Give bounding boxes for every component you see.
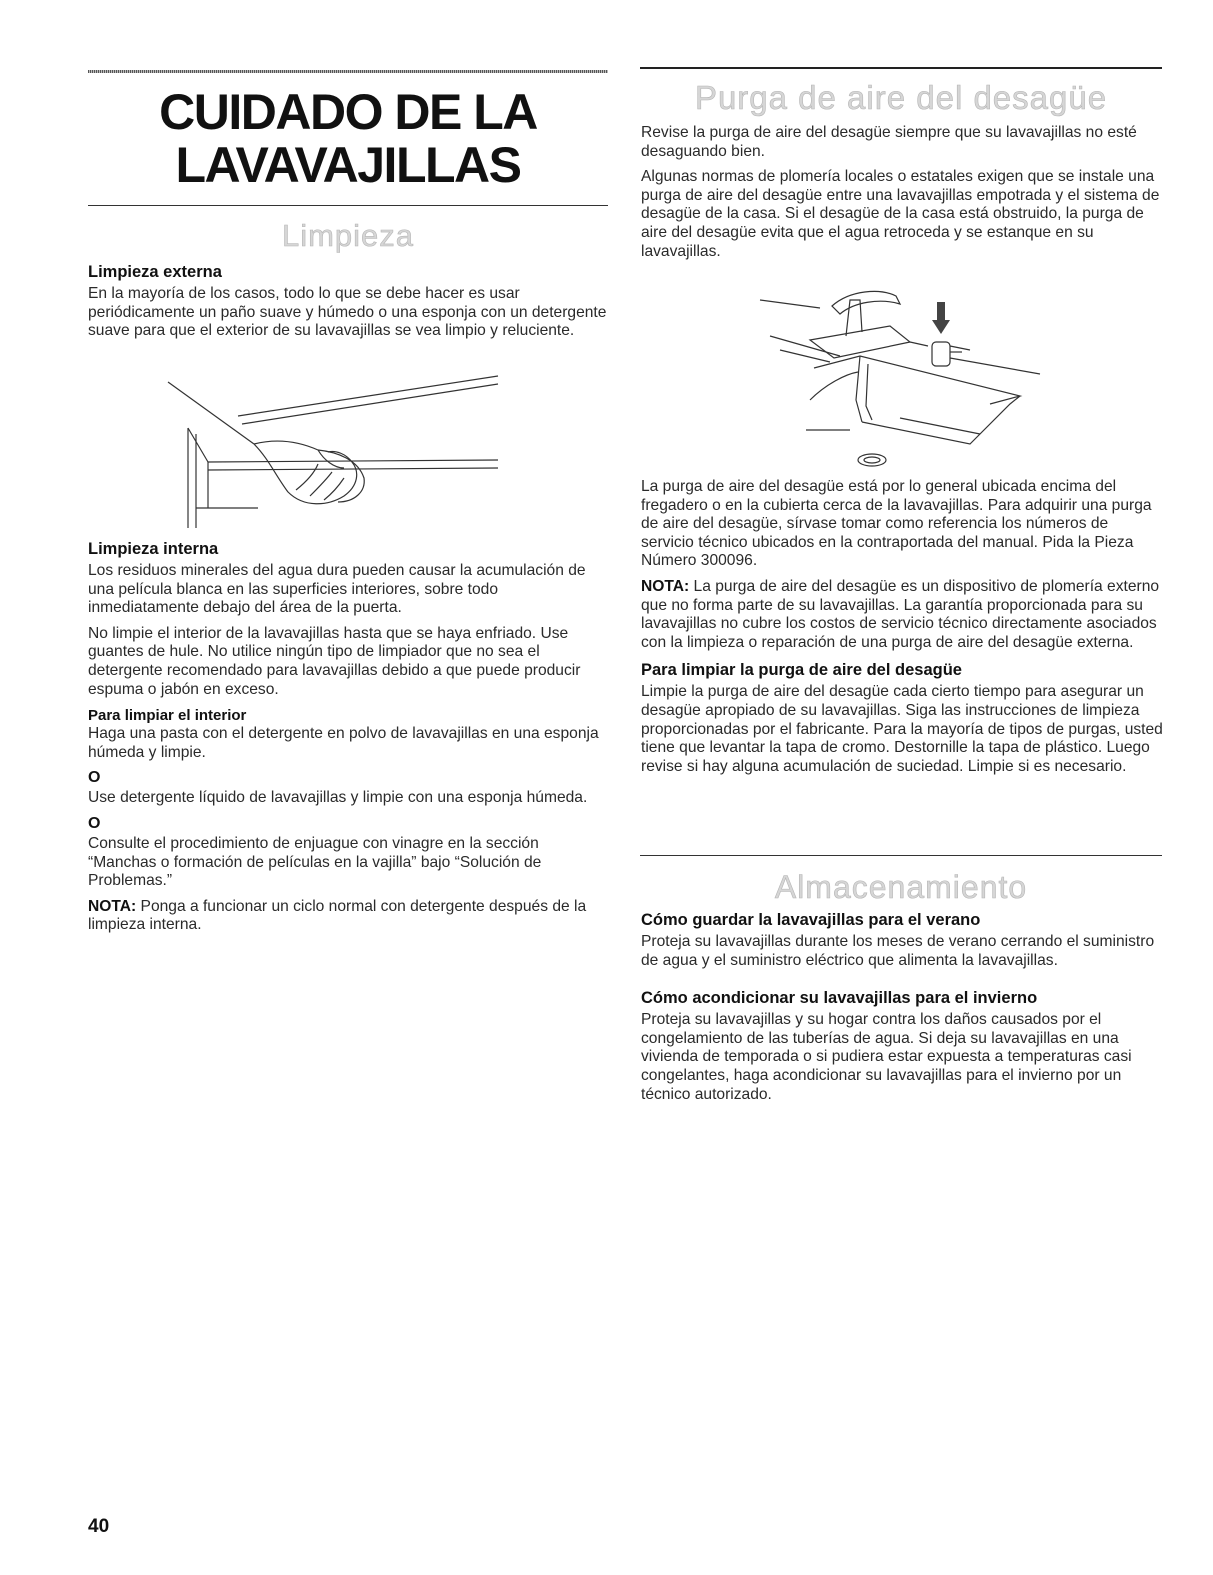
invierno-text: Proteja su lavavajillas y su hogar contra los daños causados por el congelamiento de las tuberías de agua. Si deja su lavavajillas en una vivienda de temporada o si pudiera estar expuesta a temperaturas casi congelantes, haga acondicionar su lavavajillas para el invierno por un técnico autorizado. xyxy=(641,1011,1132,1103)
top-dotted-rule xyxy=(88,70,608,73)
purga-intro-block xyxy=(641,124,1163,268)
para-limpiar-interior-text: Haga una pasta con el detergente en polvo de lavavajillas en una esponja húmeda y limpie. xyxy=(88,725,599,761)
hand-wiping-illustration xyxy=(168,368,508,530)
limpieza-interna-block xyxy=(88,539,610,942)
divider-almacenamiento xyxy=(640,855,1162,856)
purga-text2: Algunas normas de plomería locales o estatales exigen que se instale una purga de aire del desagüe entre una lavavajillas empotrada y el sistema de desagüe de la casa. Si el desagüe de la casa está obstruido, la purga de aire del desagüe evita que el agua retroceda y se estanque en su lavavajillas. xyxy=(641,168,1160,260)
section-title-purga: Purga de aire del desagüe xyxy=(694,79,1108,116)
para-limpiar-interior-heading: Para limpiar el interior xyxy=(88,707,247,725)
or-separator-2: O xyxy=(88,814,101,832)
limpieza-nota xyxy=(88,898,610,935)
or-separator-1: O xyxy=(88,769,101,787)
section-title-limpieza: Limpieza xyxy=(281,218,415,253)
purga-nota xyxy=(641,578,1163,652)
limpieza-interna-text1: Los residuos minerales del agua dura pueden causar la acumulación de una película blanca en las superficies interiores, sobre todo inmediatamente debajo del área de la puerta. xyxy=(88,562,586,617)
divider-limpieza xyxy=(88,205,608,206)
section-title-almacenamiento: Almacenamiento xyxy=(774,869,1028,905)
limpiar-purga-text: Limpie la purga de aire del desagüe cada cierto tiempo para asegurar un desagüe apropiado de su lavavajillas. Siga las instrucciones de limpieza proporcionadas por el fabricante. Para la mayoría de tipos de purgas, usted tiene que levantar la tapa de cromo. Destornille la tapa de plástico. Luego revise si hay alguna acumulación de suciedad. Limpie si es necesario. xyxy=(641,683,1163,775)
purga-details-block xyxy=(641,478,1163,783)
limpieza-externa-heading: Limpieza externa xyxy=(88,263,222,281)
page-title: CUIDADO DE LA LAVAVAJILLAS xyxy=(159,84,537,193)
nota-label: NOTA: xyxy=(88,897,137,915)
purga-text1: Revise la purga de aire del desagüe siempre que su lavavajillas no esté desaguando bien. xyxy=(641,124,1137,160)
option-vinegar-rinse: Consulte el procedimiento de enjuague con vinagre en la sección “Manchas o formación de películas en la vajilla” bajo “Solución de Problemas.” xyxy=(88,834,542,890)
verano-text: Proteja su lavavajillas durante los meses de verano cerrando el suministro de agua y el suministro eléctrico que alimenta la lavavajillas. xyxy=(641,933,1155,969)
page-number: 40 xyxy=(88,1516,110,1537)
down-arrow-icon xyxy=(932,302,950,334)
air-gap-sink-illustration xyxy=(750,280,1050,475)
limpieza-interna-heading: Limpieza interna xyxy=(88,540,219,558)
nota-text: La purga de aire del desagüe es un dispositivo de plomería externo que no forma parte de su lavavajillas. La garantía proporcionada para su lavavajillas no cubre los costos de servicio técnico directamente asociados con la limpieza o reparación de una purga de aire del desagüe externa. xyxy=(641,577,1160,651)
option-liquid-detergent: Use detergente líquido de lavavajillas y limpie con una esponja húmeda. xyxy=(88,789,588,807)
limpieza-interna-text2: No limpie el interior de la lavavajillas hasta que se haya enfriado. Use guantes de hule. No utilice ningún tipo de limpiador que no sea el detergente recomendado para lavavajillas debido a que puede producir espuma o jabón en exceso. xyxy=(88,624,581,698)
limpieza-externa-text: En la mayoría de los casos, todo lo que se debe hacer es usar periódicamente un paño suave y húmedo o una esponja con un detergente suave para que el exterior de su lavavajillas se vea limpio y reluciente. xyxy=(88,285,607,340)
verano-heading: Cómo guardar la lavavajillas para el verano xyxy=(641,911,981,929)
nota-label: NOTA: xyxy=(641,577,690,595)
top-rule-right xyxy=(640,67,1162,69)
nota-text: Ponga a funcionar un ciclo normal con detergente después de la limpieza interna. xyxy=(88,897,587,934)
limpieza-externa-block xyxy=(88,262,610,348)
invierno-heading: Cómo acondicionar su lavavajillas para el invierno xyxy=(641,989,1038,1008)
purga-text3: La purga de aire del desagüe está por lo general ubicada encima del fregadero o en la cubierta cerca de la lavavajillas. Para adquirir una purga de aire del desagüe, sírvase tomar como referencia los números de servicio técnico ubicados en la contraportada del manual. Pida la Pieza Número 300096. xyxy=(641,478,1152,570)
limpiar-purga-heading: Para limpiar la purga de aire del desagüe xyxy=(641,661,962,680)
almacenamiento-block xyxy=(641,910,1163,1111)
